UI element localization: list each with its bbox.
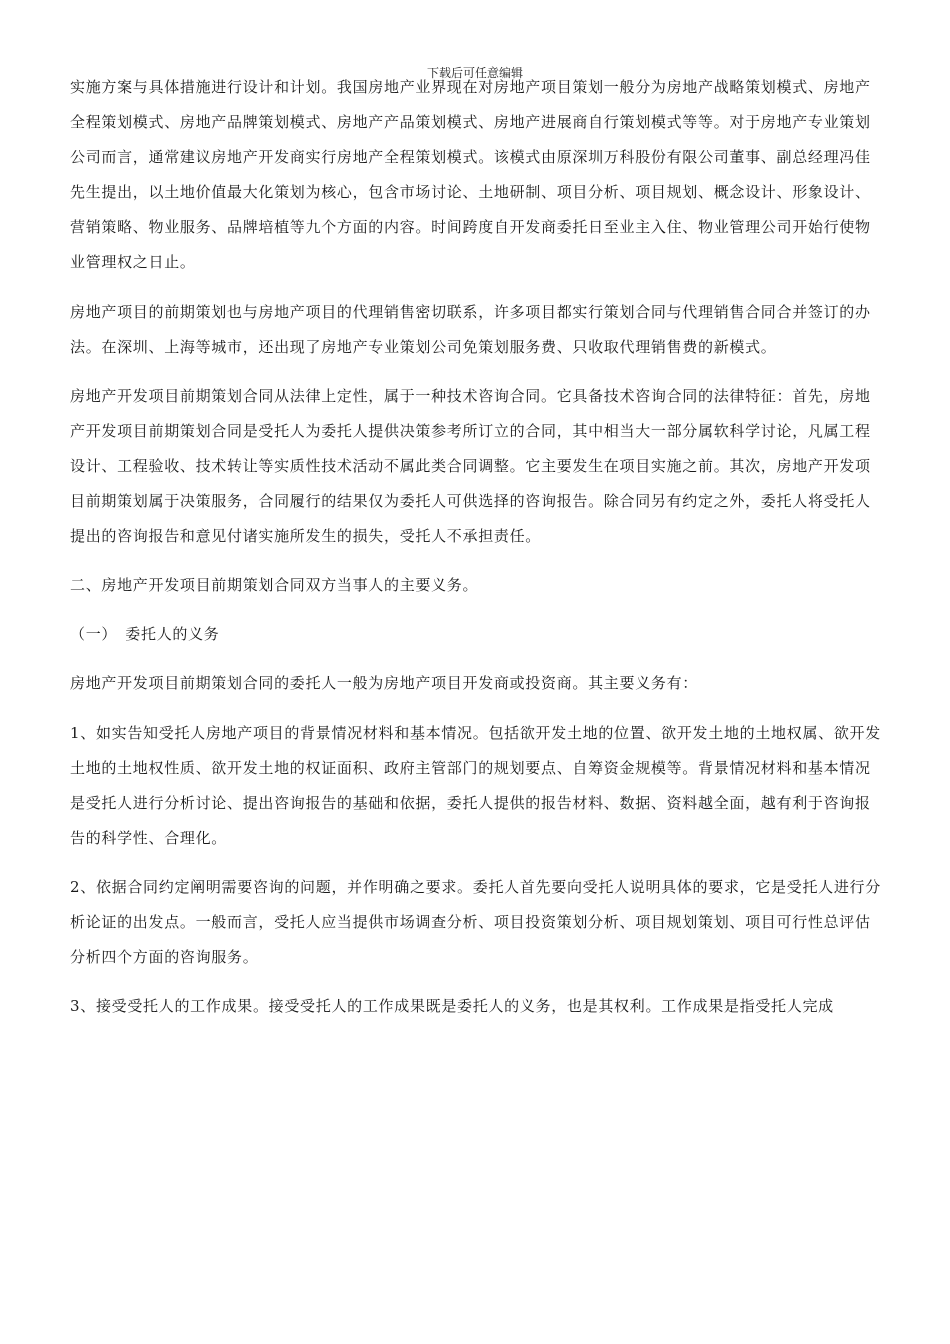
paragraph-client-intro: 房地产开发项目前期策划合同的委托人一般为房地产项目开发商或投资商。其主要义务有： [70,674,699,693]
document-body [70,70,885,1038]
section-heading-obligations: 二、房地产开发项目前期策划合同双方当事人的主要义务。 [70,576,479,595]
paragraph-planning-models: 实施方案与具体措施进行设计和计划。我国房地产业界现在对房地产项目策划一般分为房地产战略策划模式、房地产全程策划模式、房地产品牌策划模式、房地产产品策划模式、房地产进展商自行策划模式等等。对于房地产专业策划公司而言，通常建议房地产开发商实行房地产全程策划模式。该模式由原深圳万科股份有限公司董事、副总经理冯佳先生提出，以土地价值最大化策划为核心，包含市场讨论、土地研制、项目分析、项目规划、概念设计、形象设计、营销策略、物业服务、品牌培植等九个方面的内容。时间跨度自开发商委托日至业主入住、物业管理公司开始行使物业管理权之日止。 [70,78,871,272]
paragraph-agency-sales: 房地产项目的前期策划也与房地产项目的代理销售密切联系，许多项目都实行策划合同与代理销售合同合并签订的办法。在深圳、上海等城市，还出现了房地产专业策划公司免策划服务费、只收取代理销售费的新模式。 [70,302,871,356]
page-header: 下载后可任意编辑 [426,66,523,80]
subsection-heading-client-duties: （一） 委托人的义务 [70,625,220,644]
list-item-2: 2、依据合同约定阐明需要咨询的问题，并作明确之要求。委托人首先要向受托人说明具体的要求，它是受托人进行分析论证的出发点。一般而言，受托人应当提供市场调查分析、项目投资策划分析、项目规划策划、项目可行性总评估分析四个方面的咨询服务。 [70,877,881,967]
list-item-3: 3、接受受托人的工作成果。接受受托人的工作成果既是委托人的义务，也是其权利。工作成果是指受托人完成 [70,997,834,1016]
paragraph-legal-nature: 房地产开发项目前期策划合同从法律上定性，属于一种技术咨询合同。它具备技术咨询合同的法律特征：首先，房地产开发项目前期策划合同是受托人为委托人提供决策参考所订立的合同，其中相当大一部分属软科学讨论，凡属工程设计、工程验收、技术转让等实质性技术活动不属此类合同调整。它主要发生在项目实施之前。其次，房地产开发项目前期策划属于决策服务，合同履行的结果仅为委托人可供选择的咨询报告。除合同另有约定之外，委托人将受托人提出的咨询报告和意见付诸实施所发生的损失，受托人不承担责任。 [70,386,871,546]
list-item-1: 1、如实告知受托人房地产项目的背景情况材料和基本情况。包括欲开发土地的位置、欲开发土地的土地权属、欲开发土地的土地权性质、欲开发土地的权证面积、政府主管部门的规划要点、自筹资金规模等。背景情况材料和基本情况是受托人进行分析讨论、提出咨询报告的基础和依据，委托人提供的报告材料、数据、资料越全面，越有利于咨询报告的科学性、合理化。 [70,723,881,847]
